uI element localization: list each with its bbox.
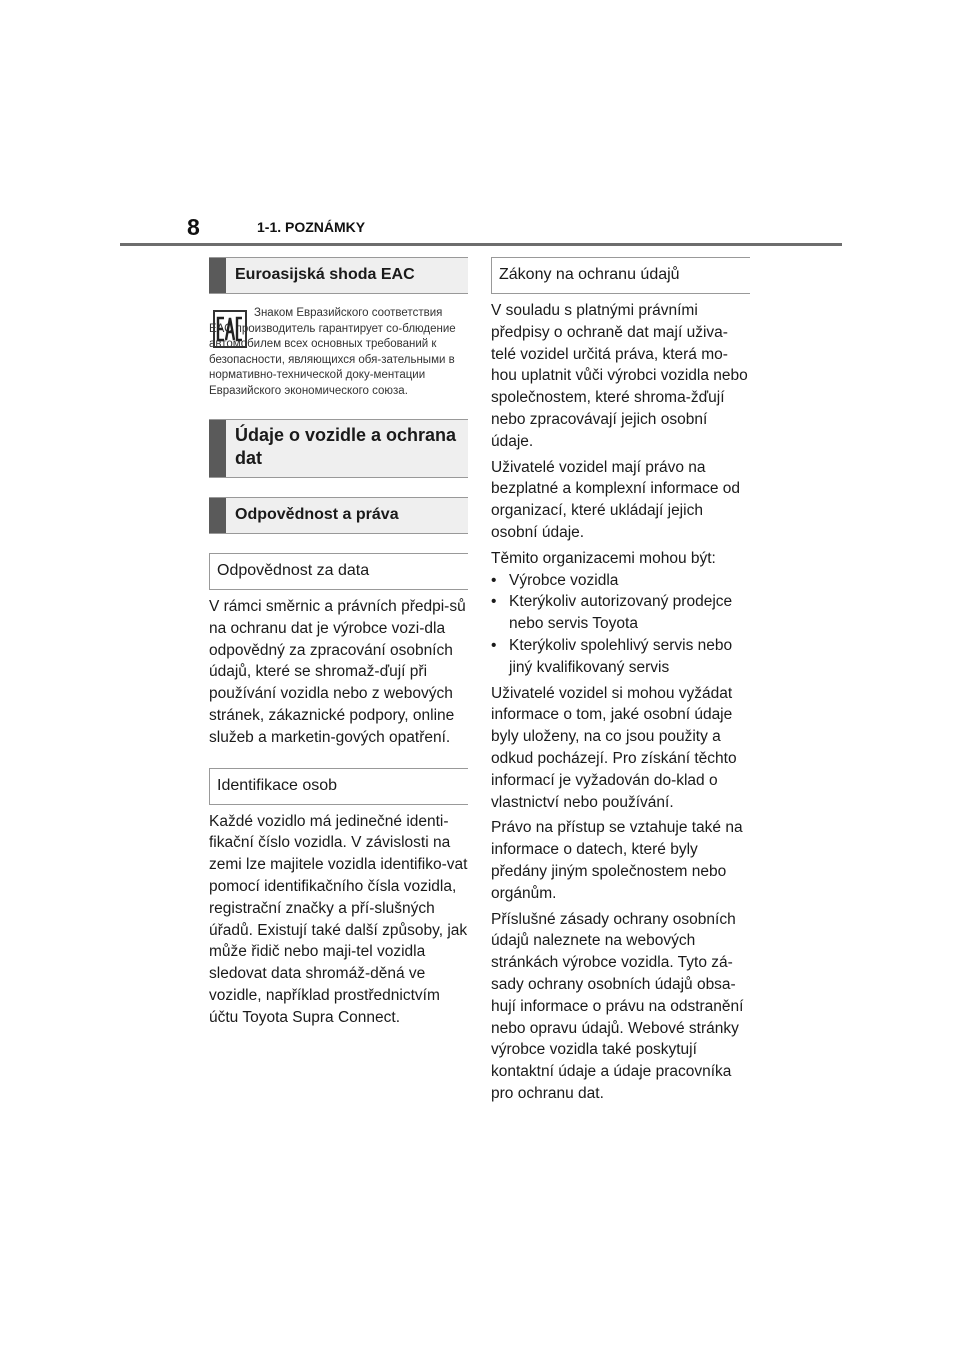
organizations-list [491, 570, 750, 679]
header-divider [120, 243, 842, 246]
paragraph-request-info: Uživatelé vozidel si mohou vyžádat informace o tom, jaké osobní údaje byly uloženy, na co jsou použity a odkud pocházejí. Pro získání těchto informací je vyžadován do-klad o vlastnictví nebo používání. [491, 684, 737, 811]
paragraph-privacy-policy: Příslušné zásady ochrany osobních údajů naleznete na webových stránkách výrobce vozidla. Tyto zá-sady ochrany osobních údajů obsa-hují informace o právu na odstranění nebo opravu údajů. Webové stránky výrobce vozidla také poskytují kontaktní údaje a údaje pracovníka pro ochranu dat. [491, 910, 744, 1102]
subheading-data-laws: Zákony na ochranu údajů [491, 257, 750, 294]
paragraph-identification: Každé vozidlo má jedinečné identi-fikační číslo vozidla. V závislosti na zemi lze majitele vozidla identifiko-vat pomocí identifikačního čísla vozidla, registrační značky a pří-slušných úřadů. Existují také další způsoby, jak může řidič nebo maji-tel vozidla sledovat data shromáž-děná ve vozidle, například prostřednictvím účtu Toyota Supra Connect. [209, 812, 468, 1026]
section-heading-eac: Euroasijská shoda EAC [209, 257, 468, 294]
eac-mark-icon [213, 310, 247, 348]
list-item: • Kterýkoliv spolehlivý servis nebo jiný kvalifikovaný servis [491, 635, 750, 679]
eac-description: Знаком Евразийского соответствия ЕАС производитель гарантирует со-блюдение автомобилем всех основных требований к безопасности, являющихся обя-зательными в нормативно-технической доку-ментации Евразийского экономического союза. [209, 307, 456, 397]
left-column [209, 257, 468, 1029]
paragraph-rights: V souladu s platnými právními předpisy o ochraně dat mají uživa-telé vozidel určitá práva, která mo-hou uplatnit vůči výrobci vozidla nebo společnostem, které shroma-žďují nebo zpracovávají jejich osobní údaje. [491, 302, 748, 450]
list-item: • Výrobce vozidla [491, 570, 750, 592]
paragraph-organizations-intro: Těmito organizacemi mohou být: [491, 549, 716, 567]
page-number: 8 [187, 214, 200, 240]
subheading-identification: Identifikace osob [209, 768, 468, 805]
list-item: • Kterýkoliv autorizovaný prodejce nebo servis Toyota [491, 591, 750, 635]
subheading-data-responsibility: Odpovědnost za data [209, 553, 468, 590]
chapter-title: 1-1. POZNÁMKY [257, 219, 366, 235]
right-column [491, 257, 750, 1105]
section-heading-responsibility: Odpovědnost a práva [209, 497, 468, 534]
paragraph-information-right: Uživatelé vozidel mají právo na bezplatné a komplexní informace od organizací, které ukládají jejich osobní údaje. [491, 458, 741, 541]
paragraph-access-right: Právo na přístup se vztahuje také na informace o datech, které byly předány jiným společnostem nebo orgánům. [491, 819, 743, 902]
eac-notice [209, 306, 468, 399]
paragraph-data-responsibility: V rámci směrnic a právních předpi-sů na ochranu dat je výrobce vozi-dla odpovědný za zpracování osobních údajů, které se shromaž-ďují při používání vozidla nebo z webových stránek, zákaznické podpory, online služeb a marketin-gových opatření. [209, 598, 466, 746]
section-heading-vehicle-data: Údaje o vozidle a ochrana dat [209, 419, 468, 478]
